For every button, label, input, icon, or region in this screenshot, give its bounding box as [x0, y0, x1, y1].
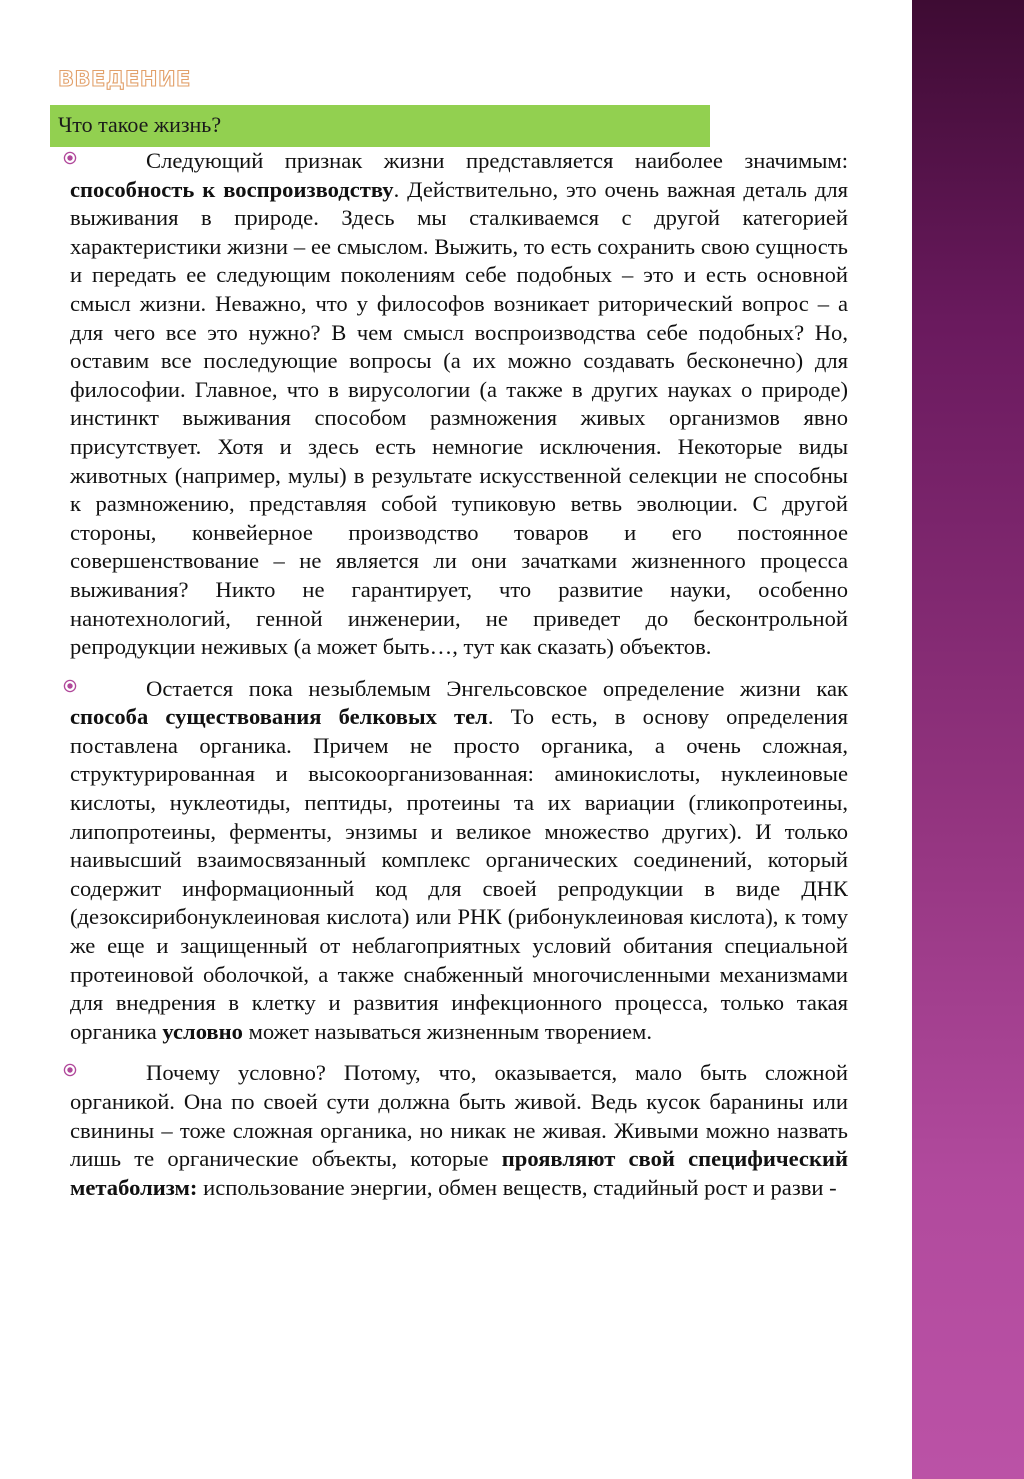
paragraph-2	[70, 675, 848, 1047]
section-heading: ВВЕДЕНИЕ	[58, 67, 191, 91]
paragraph-2-bold-2: условно	[162, 1018, 243, 1044]
paragraph-2-bold: способа существования белковых тел	[70, 704, 488, 730]
paragraph-1	[70, 147, 848, 662]
circle-bullet-icon	[63, 679, 77, 693]
paragraph-2-text: Остается пока незыблемым Энгельсовское определение жизни как	[146, 675, 848, 701]
paragraph-2-text-end: может называться жизненным творением.	[242, 1018, 653, 1044]
paragraph-1-text-end: . Действительно, это очень важная деталь для выживания в природе. Здесь мы сталкиваемся с другой категорией характеристики жизни – ее смыслом. Выжить, то есть сохранить свою сущность и передать ее следующим поколениям себе подобных – это и есть основной смысл жизни. Неважно, что у философов возникает риторический вопрос – а для чего все это нужно? В чем смысл воспроизводства себе подобных? Но, оставим все последующие вопросы (а их можно создавать бесконечно) для философии. Главное, что в вирусологии (а также в других науках о природе) инстинкт выживания способом размножения живых организмов явно присутствует. Хотя и здесь есть немногие исключения. Некоторые виды животных (например, мулы) в результате искусственной селекции не способны к размножению, представляя собой тупиковую ветвь эволюции. С другой стороны, конвейерное производство товаров и его постоянное совершенствование – не является ли они зачатками жизненного процесса выживания? Никто не гарантирует, что развитие науки, особенно нанотехнологий, генной инженерии, не приведет до бесконтрольной репродукции неживых (а может быть…, тут как сказать) объектов.	[70, 176, 848, 660]
paragraph-3-text: Почему условно? Потому, что, оказывается, мало быть сложной органикой. Она по своей сути должна быть живой. Ведь кусок баранины или свинины – тоже сложная органика, но никак не живая. Живыми можно назвать лишь те органические объекты, которые	[70, 1060, 848, 1172]
paragraph-3-bold: проявляют свой специфический метаболизм:	[70, 1146, 849, 1200]
paragraph-3	[70, 1059, 848, 1202]
circle-bullet-icon	[63, 1063, 77, 1077]
paragraph-2-text-middle: . То есть, в основу определения поставлена органика. Причем не просто органика, а очень сложная, структурированная и высокоорганизованная: аминокислоты, нуклеиновые кислоты, нуклеотиды, пептиды, протеины та их вариации (гликопротеины, липопротеины, ферменты, энзимы и великое множество других). И только наивысший взаимосвязанный комплекс органических соединений, который содержит информационный код для своей репродукции в виде ДНК (дезоксирибонуклеиновая кислота) или РНК (рибонуклеиновая кислота), к тому же еще и защищенный от неблагоприятных условий обитания специальной протеиновой оболочкой, а также снабженный многочисленными механизмами для внедрения в клетку и развития инфекционного процесса, только такая органика	[70, 704, 848, 1044]
subtitle-bar	[50, 105, 710, 147]
paragraph-3-text-end: использование энергии, обмен веществ, стадийный рост и разви -	[197, 1174, 837, 1200]
paragraph-1-bold: способность к воспроизводству	[70, 176, 394, 202]
circle-bullet-icon	[63, 151, 77, 165]
decorative-side-band	[912, 0, 1024, 1479]
paragraph-1-text: Следующий признак жизни представляется наиболее значимым:	[146, 148, 848, 173]
body-text	[70, 147, 848, 1215]
subtitle-text: Что такое жизнь?	[58, 112, 222, 137]
